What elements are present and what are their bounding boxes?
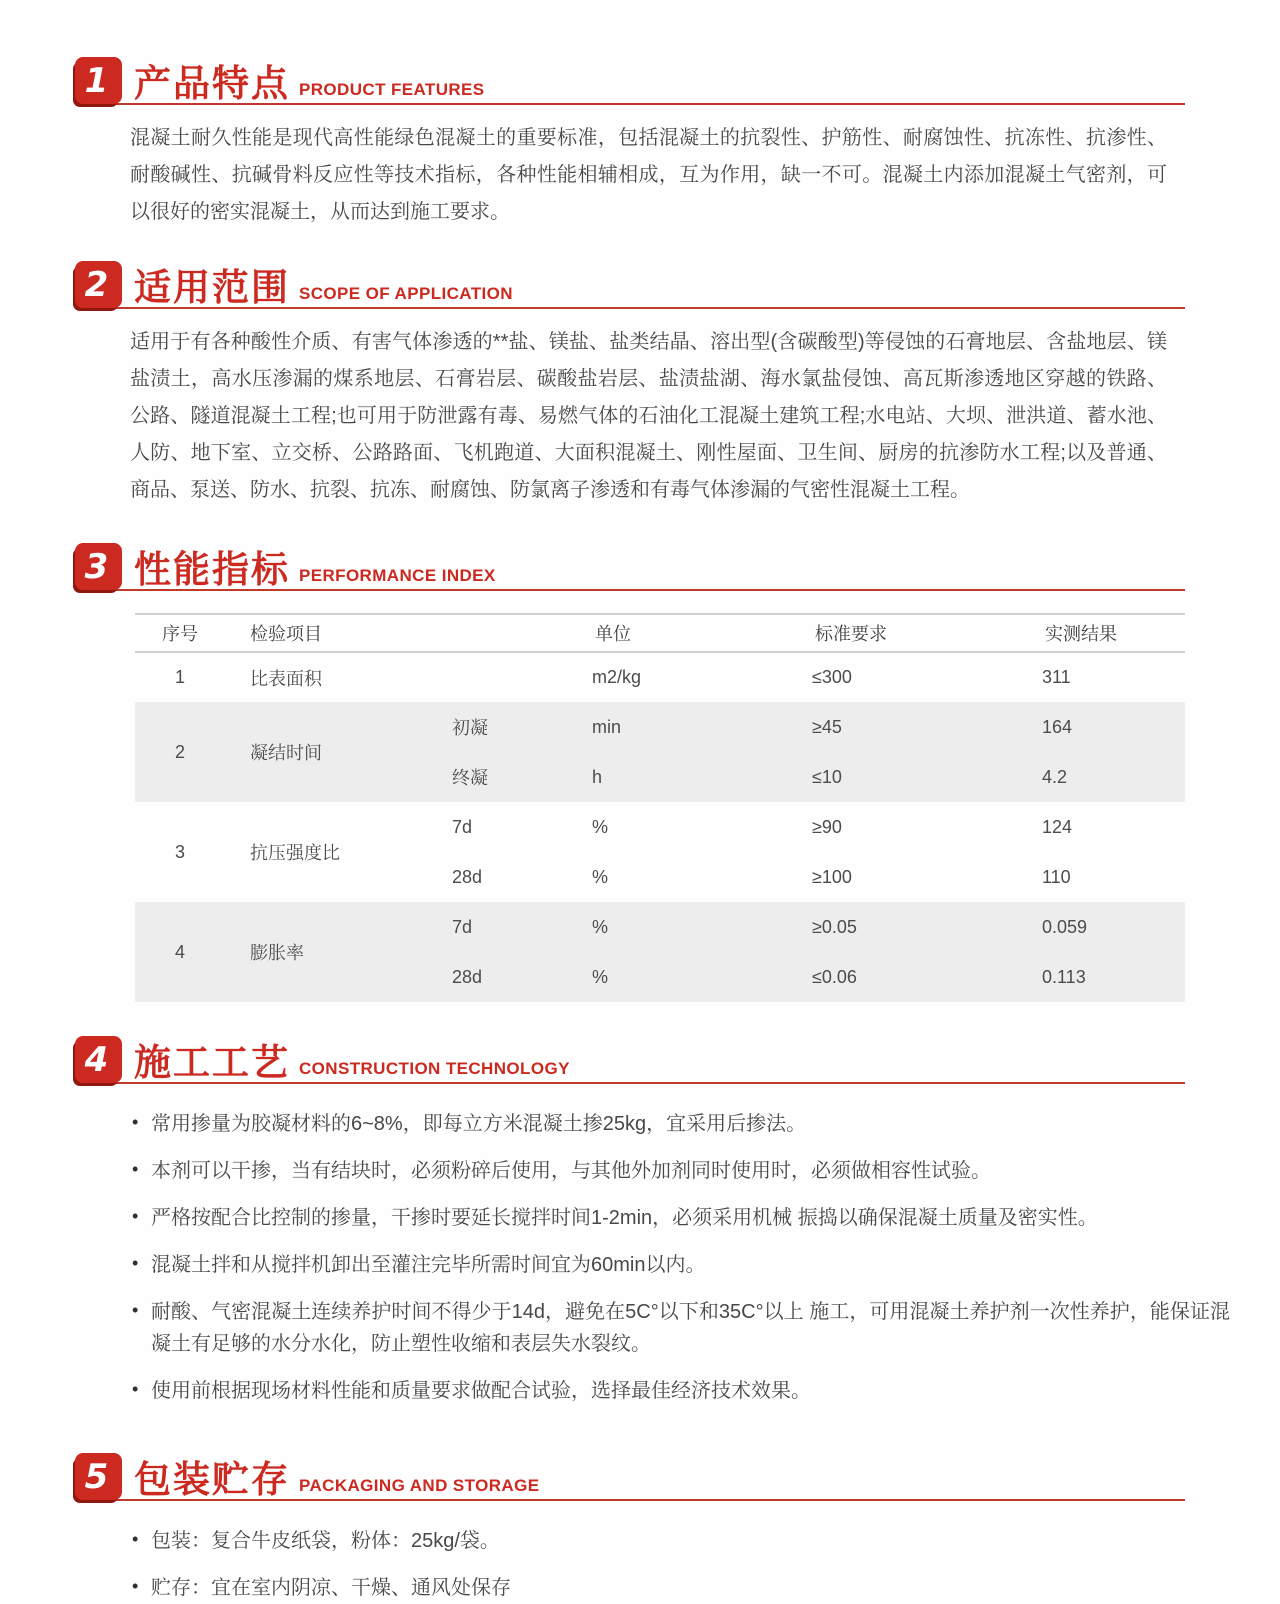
table-header-row [135,614,1185,652]
section-header-3 [75,543,1185,591]
list-item: • 常用掺量为胶凝材料的6~8%，即每立方米混凝土掺25kg，宜采用后掺法。 [130,1108,1230,1140]
cell-standard: ≤10 [790,752,1020,802]
section-subtitle: PACKAGING AND STORAGE [299,1476,540,1495]
cell-unit: % [570,952,790,1002]
list-item: • 贮存：宜在室内阴凉、干燥、通风处保存 [130,1572,1185,1604]
section-number-badge-4 [75,1036,122,1083]
table-row [135,702,1185,752]
col-header-no: 序号 [135,614,225,652]
section-subtitle: CONSTRUCTION TECHNOLOGY [299,1059,570,1078]
product-features-paragraph: 混凝土耐久性能是现代高性能绿色混凝土的重要标准，包括混凝土的抗裂性、护筋性、耐腐蚀性、抗冻性、抗渗性、耐酸碱性、抗碱骨料反应性等技术指标，各种性能相辅相成，互为作用，缺一不可。混凝土内添加混凝土气密剂，可以很好的密实混凝土，从而达到施工要求。 [130,127,1167,223]
packaging-storage-list [130,1525,1185,1604]
section-number-badge-3 [75,543,122,590]
cell-no: 1 [174,667,185,687]
cell-standard: ≥100 [812,866,852,887]
cell-unit: h [570,752,790,802]
list-item: • 严格按配合比控制的掺量，干掺时要延长搅拌时间1-2min，必须采用机械 振捣以确保混凝土质量及密实性。 [130,1202,1230,1234]
cell-result: 110 [1042,866,1071,887]
col-header-item: 检验项目 [225,614,570,652]
list-item: • 混凝土拌和从搅拌机卸出至灌注完毕所需时间宜为60min以内。 [130,1249,1230,1281]
section-number: 3 [84,546,109,587]
cell-sub [430,652,570,702]
cell-item: 膨胀率 [225,902,430,1002]
cell-sub: 7d [430,902,570,952]
section-header-2 [75,261,1185,309]
scope-of-application-paragraph: 适用于有各种酸性介质、有害气体渗透的**盐、镁盐、盐类结晶、溶出型(含碳酸型)等侵蚀的石膏地层、含盐地层、镁盐渍土，高水压渗漏的煤系地层、石膏岩层、碳酸盐岩层、盐渍盐湖、海水氯盐侵蚀、高瓦斯渗透地区穿越的铁路、公路、隧道混凝土工程;也可用于防泄露有毒、易燃气体的石油化工混凝土建筑工程;水电站、大坝、泄洪道、蓄水池、人防、地下室、立交桥、公路路面、飞机跑道、大面积混凝土、刚性屋面、卫生间、厨房的抗渗防水工程;以及普通、商品、泵送、防水、抗裂、抗冻、耐腐蚀、防氯离子渗透和有毒气体渗漏的气密性混凝土工程。 [130,331,1167,501]
section-number-badge-2 [75,261,122,308]
col-header-result: 实测结果 [1020,614,1185,652]
cell-sub: 初凝 [430,702,570,752]
performance-index-table [135,613,1185,1002]
cell-unit: % [592,816,609,837]
cell-result: 311 [1042,667,1071,687]
cell-result: 124 [1042,816,1073,837]
section-number-badge-5 [75,1453,122,1500]
list-item: • 本剂可以干掺，当有结块时，必须粉碎后使用，与其他外加剂同时使用时，必须做相容性试验。 [130,1155,1230,1187]
cell-unit: min [570,702,790,752]
section-header-5 [75,1453,1185,1501]
cell-sub: 7d [452,816,473,837]
cell-unit: m2/kg [592,667,642,687]
table-row [135,902,1185,952]
table-row [135,652,1185,702]
section-construction-technology [75,1036,1230,1407]
section-performance-index [75,543,1185,1002]
cell-result: 164 [1020,702,1185,752]
cell-standard: ≥45 [790,702,1020,752]
list-item: • 使用前根据现场材料性能和质量要求做配合试验，选择最佳经济技术效果。 [130,1375,1230,1407]
col-header-unit: 单位 [570,614,790,652]
cell-item: 比表面积 [250,668,322,689]
col-header-standard: 标准要求 [790,614,1020,652]
list-item: • 耐酸、气密混凝土连续养护时间不得少于14d，避免在5C°以下和35C°以上 施工，可用混凝土养护剂一次性养护，能保证混凝土有足够的水分水化，防止塑性收缩和表层失水裂纹。 [130,1296,1230,1360]
cell-unit: % [570,902,790,952]
section-packaging-and-storage [75,1453,1185,1604]
section-subtitle: PERFORMANCE INDEX [299,566,496,585]
cell-sub: 28d [452,866,483,887]
cell-standard: ≥0.05 [790,902,1020,952]
cell-sub: 28d [430,952,570,1002]
cell-result: 4.2 [1020,752,1185,802]
section-header-1 [75,57,1185,105]
cell-unit: % [592,866,609,887]
section-scope-of-application [75,261,1185,509]
list-item: • 包装：复合牛皮纸袋，粉体：25kg/袋。 [130,1525,1185,1557]
cell-no: 3 [174,841,185,862]
cell-standard: ≤300 [812,667,852,687]
section-number: 1 [84,60,109,101]
table-row [135,802,1185,852]
cell-item: 抗压强度比 [250,843,340,863]
section-subtitle: PRODUCT FEATURES [299,80,485,99]
section-title: 适用范围 [134,267,290,308]
section-number-badge-1 [75,57,122,104]
section-title: 产品特点 [134,63,290,104]
section-number: 2 [84,264,109,305]
cell-no: 4 [135,902,225,1002]
section-header-4 [75,1036,1185,1084]
section-subtitle: SCOPE OF APPLICATION [299,284,513,303]
cell-result: 0.059 [1020,902,1185,952]
cell-result: 0.113 [1020,952,1185,1002]
section-title: 包装贮存 [134,1459,290,1500]
section-title: 性能指标 [134,549,290,590]
section-number: 5 [84,1456,109,1497]
cell-standard: ≥90 [812,816,842,837]
construction-technology-list [130,1108,1230,1407]
section-number: 4 [84,1039,109,1080]
cell-item: 凝结时间 [225,702,430,802]
cell-standard: ≤0.06 [790,952,1020,1002]
cell-no: 2 [135,702,225,802]
section-title: 施工工艺 [134,1042,290,1083]
section-product-features [75,57,1185,231]
cell-sub: 终凝 [430,752,570,802]
